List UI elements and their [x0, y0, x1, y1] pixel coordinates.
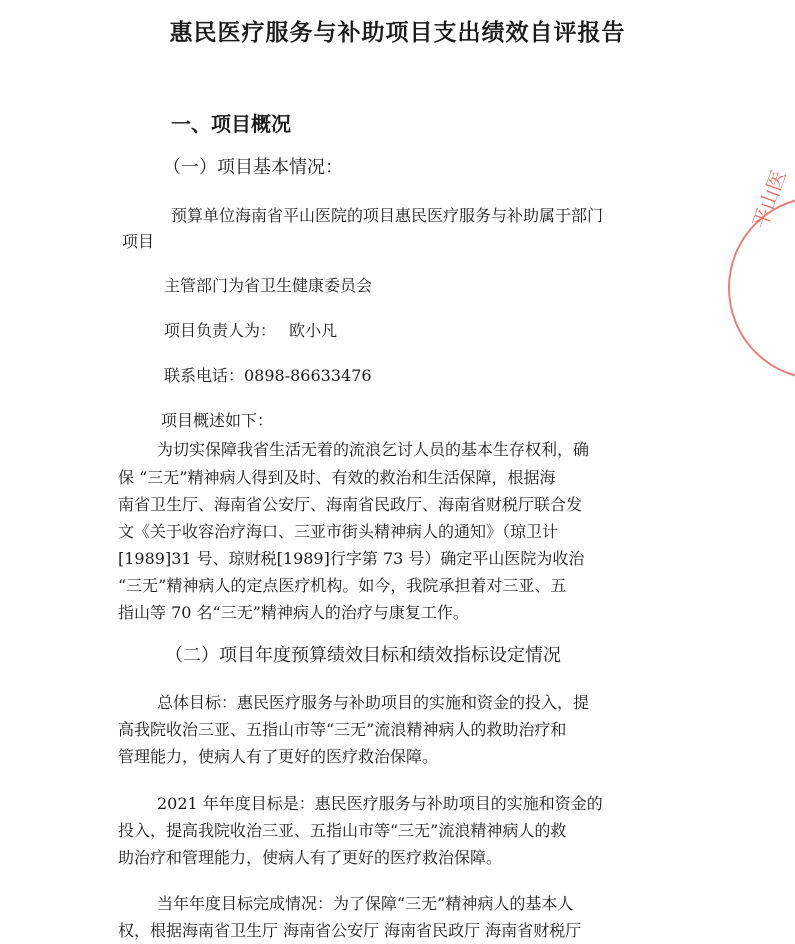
subheading-performance-goals: （二）项目年度预算绩效目标和绩效指标设定情况 [165, 645, 561, 666]
completion-line: 当年年度目标完成情况：为了保障“三无”精神病人的基本人 [157, 894, 574, 913]
overview-line: 指山等 70 名“三无”精神病人的治疗与康复工作。 [118, 603, 469, 622]
subheading-basic-info: （一）项目基本情况： [163, 157, 343, 178]
annual-goal-line: 助治疗和管理能力，使病人有了更好的医疗救治保障。 [118, 848, 503, 867]
overview-line: 保 “三无”精神病人得到及时、有效的救治和生活保障，根据海 [118, 468, 556, 487]
completion-line: 权，根据海南省卫生厅 海南省公安厅 海南省民政厅 海南省财税厅 [118, 921, 582, 940]
report-title: 惠民医疗服务与补助项目支出绩效自评报告 [169, 20, 626, 46]
supervising-department: 主管部门为省卫生健康委员会 [164, 276, 373, 295]
section-heading-1: 一、项目概况 [171, 112, 291, 136]
overall-goal-line: 管理能力，使病人有了更好的医疗救治保障。 [118, 747, 439, 766]
annual-goal-line: 投入，提高我院收治三亚、五指山市等“三无”流浪精神病人的救 [118, 821, 567, 840]
overview-line: 为切实保障我省生活无着的流浪乞讨人员的基本生存权利，确 [157, 440, 590, 459]
overview-label: 项目概述如下： [161, 411, 274, 430]
seal-text: 平山医 [747, 166, 791, 232]
annual-goal-line: 2021 年年度目标是：惠民医疗服务与补助项目的实施和资金的 [157, 794, 603, 813]
basic-line-2: 项目 [122, 232, 155, 251]
project-leader: 项目负责人为： 欧小凡 [164, 321, 338, 340]
contact-phone: 联系电话：0898-86633476 [164, 366, 372, 385]
overall-goal-line: 高我院收治三亚、五指山市等“三无”流浪精神病人的救助治疗和 [118, 720, 567, 739]
overall-goal-line: 总体目标：惠民医疗服务与补助项目的实施和资金的投入，提 [157, 693, 590, 712]
overview-line: 南省卫生厅、海南省公安厅、海南省民政厅、海南省财税厅联合发 [118, 495, 583, 514]
basic-line-1: 预算单位海南省平山医院的项目惠民医疗服务与补助属于部门 [171, 206, 604, 225]
overview-line: “三无”精神病人的定点医疗机构。如今，我院承担着对三亚、五 [118, 576, 567, 595]
official-seal [728, 166, 795, 380]
overview-line: [1989]31 号、琼财税[1989]行字第 73 号）确定平山医院为收治 [118, 549, 585, 568]
overview-line: 文《关于收容治疗海口、三亚市街头精神病人的通知》（琼卫计 [118, 522, 559, 541]
